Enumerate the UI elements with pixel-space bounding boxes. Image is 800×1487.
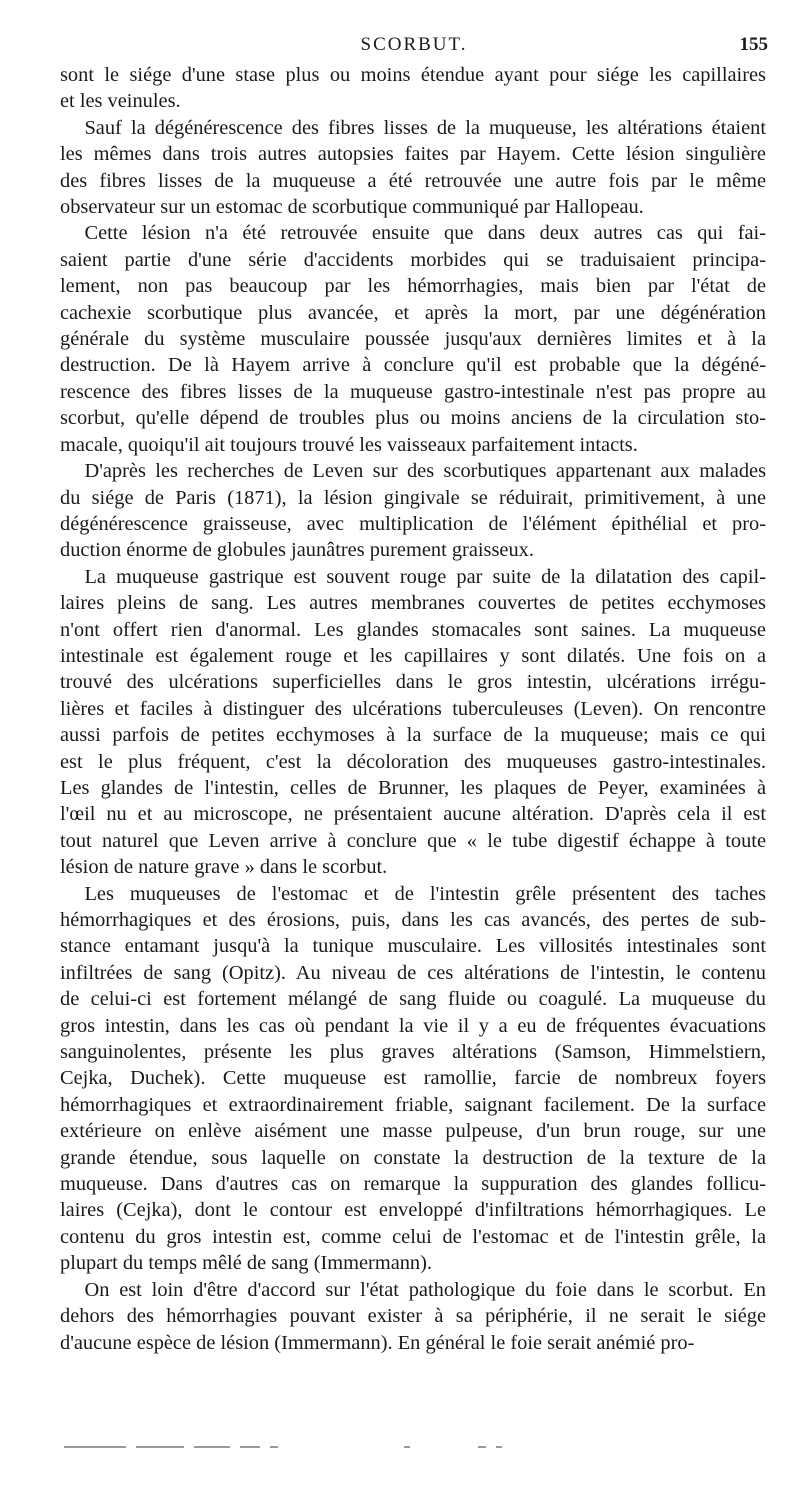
text-line: Les muqueuses de l'estomac et de l'intestin grêle présentent des taches — [84, 882, 766, 905]
page-number: 155 — [739, 34, 768, 55]
text-line: n'ont offert rien d'anormal. Les glandes stomacales sont saines. La muqueuse — [60, 618, 766, 641]
text-line: gros intestin, dans les cas où pendant la vie il y a eu de fréquentes évacuations — [60, 1014, 766, 1037]
paragraph — [60, 458, 766, 564]
text-line: et les veinules. — [60, 90, 181, 113]
text-line: de celui-ci est fortement mélangé de sang fluide ou coagulé. La muqueuse du — [60, 988, 766, 1011]
text-line: extérieure on enlève aisément une masse pulpeuse, d'un brun rouge, sur une — [60, 1120, 766, 1143]
text-line: aussi parfois de petites ecchymoses à la surface de la muqueuse; mais ce qui — [60, 724, 766, 747]
text-line: contenu du gros intestin est, comme celui de l'estomac et de l'intestin grêle, la — [60, 1225, 766, 1248]
text-line: l'œil nu et au microscope, ne présentaient aucune altération. D'après cela il est — [60, 803, 766, 826]
text-line: laires (Cejka), dont le contour est enveloppé d'infiltrations hémorrhagiques. Le — [60, 1199, 766, 1222]
text-line: trouvé des ulcérations superficielles dans le gros intestin, ulcérations irrégu- — [60, 671, 766, 694]
text-line: saient partie d'une série d'accidents morbides qui se traduisaient principa- — [60, 248, 766, 271]
text-line: dehors des hémorrhagies pouvant exister à sa périphérie, il ne serait le siége — [60, 1305, 766, 1328]
text-line: hémorrhagiques et extraordinairement friable, saignant facilement. De la surface — [60, 1093, 766, 1116]
paragraph — [60, 881, 766, 1277]
text-line: D'après les recherches de Leven sur des scorbutiques appartenant aux malades — [84, 460, 766, 483]
text-line: lésion de nature grave » dans le scorbut. — [60, 856, 388, 879]
paragraph — [60, 62, 766, 115]
body-text — [60, 62, 766, 1356]
text-line: lières et faciles à distinguer des ulcérations tuberculeuses (Leven). On rencontre — [60, 697, 766, 720]
scan-artifact — [64, 1446, 504, 1450]
text-line: laires pleins de sang. Les autres membranes couvertes de petites ecchymoses — [60, 592, 766, 615]
text-line: intestinale est également rouge et les capillaires y sont dilatés. Une fois on a — [60, 644, 766, 667]
text-line: infiltrées de sang (Opitz). Au niveau de ces altérations de l'intestin, le contenu — [60, 961, 766, 984]
text-line: macale, quoiqu'il ait toujours trouvé les vaisseaux parfaitement intacts. — [60, 433, 638, 456]
text-line: lement, non pas beaucoup par les hémorrhagies, mais bien par l'état de — [60, 275, 766, 298]
paragraph — [60, 564, 766, 881]
text-line: observateur sur un estomac de scorbutique communiqué par Hallopeau. — [60, 196, 644, 219]
text-line: muqueuse. Dans d'autres cas on remarque la suppuration des glandes follicu- — [60, 1173, 766, 1196]
text-line: plupart du temps mêlé de sang (Immermann). — [60, 1252, 433, 1275]
text-line: sanguinolentes, présente les plus graves altérations (Samson, Himmelstiern, — [60, 1041, 766, 1064]
text-line: destruction. De là Hayem arrive à conclure qu'il est probable que la dégéné- — [60, 354, 766, 377]
text-line: du siége de Paris (1871), la lésion gingivale se réduirait, primitivement, à une — [60, 486, 766, 509]
text-line: scorbut, qu'elle dépend de troubles plus ou moins anciens de la circulation sto- — [60, 407, 766, 430]
text-line: les mêmes dans trois autres autopsies faites par Hayem. Cette lésion singulière — [60, 143, 766, 166]
text-line: La muqueuse gastrique est souvent rouge par suite de la dilatation des capil- — [84, 565, 766, 588]
text-line: Cejka, Duchek). Cette muqueuse est ramollie, farcie de nombreux foyers — [60, 1067, 766, 1090]
running-header — [60, 34, 768, 58]
text-line: sont le siége d'une stase plus ou moins étendue ayant pour siége les capillaires — [60, 64, 766, 86]
paragraph — [60, 115, 766, 221]
running-title: SCORBUT. — [360, 34, 468, 55]
text-line: stance entamant jusqu'à la tunique musculaire. Les villosités intestinales sont — [60, 935, 766, 958]
text-line: cachexie scorbutique plus avancée, et après la mort, par une dégénération — [60, 301, 766, 324]
text-line: est le plus fréquent, c'est la décoloration des muqueuses gastro-intestinales. — [60, 750, 766, 773]
text-line: grande étendue, sous laquelle on constate la destruction de la texture de la — [60, 1146, 766, 1169]
text-line: duction énorme de globules jaunâtres purement graisseux. — [60, 539, 534, 562]
text-line: Cette lésion n'a été retrouvée ensuite que dans deux autres cas qui fai- — [84, 222, 766, 245]
text-line: Sauf la dégénérescence des fibres lisses de la muqueuse, les altérations étaient — [84, 116, 766, 139]
paragraph — [60, 1277, 766, 1356]
text-line: d'aucune espèce de lésion (Immermann). En général le foie serait anémié pro- — [60, 1331, 695, 1354]
text-line: des fibres lisses de la muqueuse a été retrouvée une autre fois par le même — [60, 169, 766, 192]
text-line: générale du système musculaire poussée jusqu'aux dernières limites et à la — [60, 328, 766, 351]
text-line: rescence des fibres lisses de la muqueuse gastro-intestinale n'est pas propre au — [60, 380, 766, 403]
text-line: On est loin d'être d'accord sur l'état pathologique du foie dans le scorbut. En — [84, 1278, 766, 1301]
text-line: dégénérescence graisseuse, avec multiplication de l'élément épithélial et pro- — [60, 512, 766, 535]
text-line: Les glandes de l'intestin, celles de Brunner, les plaques de Peyer, examinées à — [60, 776, 766, 799]
text-line: tout naturel que Leven arrive à conclure que « le tube digestif échappe à toute — [60, 829, 766, 852]
paragraph — [60, 220, 766, 458]
text-line: hémorrhagiques et des érosions, puis, dans les cas avancés, des pertes de sub- — [60, 909, 766, 931]
